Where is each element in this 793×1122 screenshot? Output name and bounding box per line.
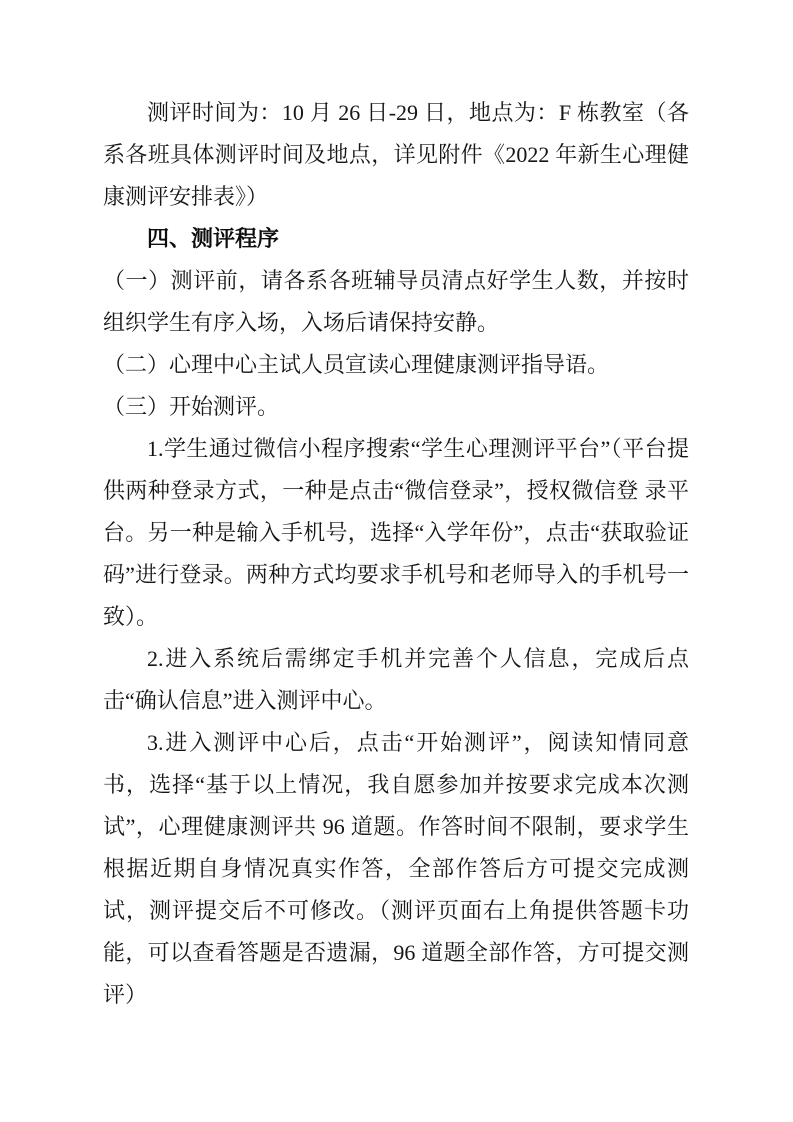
paragraph-test-time-location: 测评时间为：10 月 26 日-29 日，地点为：F 栋教室（各系各班具体测评时间及地点，详见附件《2022 年新生心理健康测评安排表》） <box>103 100 689 209</box>
paragraph-substep-2-bind-phone: 2.进入系统后需绑定手机并完善个人信息，完成后点击“确认信息”进入测评中心。 <box>103 646 689 713</box>
section-heading-test-procedure: 四、测评程序 <box>147 226 280 251</box>
paragraph-substep-3-start-test: 3.进入测评中心后，点击“开始测评”，阅读知情同意书，选择“基于以上情况，我自愿参加并按要求完成本次测试”，心理健康测评共 96 道题。作答时间不限制，要求学生根据近期自身情况真实作答，全部作答后方可提交完成测试，测评提交后不可修改。（测评页面右上角提供答题卡功能，可以查看答题是否遗漏，96 道题全部作答，方可提交测评） <box>103 730 689 1007</box>
paragraph-substep-1-login: 1.学生通过微信小程序搜索“学生心理测评平台”（平台提供两种登录方式，一种是点击“微信登录”，授权微信登 录平台。另一种是输入手机号，选择“入学年份”，点击“获取验证码”进行登录。两种方式均要求手机号和老师导入的手机号一致）。 <box>103 436 689 629</box>
paragraph-step-3: （三）开始测评。 <box>103 394 280 419</box>
paragraph-step-1: （一）测评前，请各系各班辅导员清点好学生人数，并按时组织学生有序入场，入场后请保持安静。 <box>103 268 689 335</box>
document-body <box>103 92 689 1016</box>
paragraph-step-2: （二）心理中心主试人员宣读心理健康测评指导语。 <box>103 352 610 377</box>
